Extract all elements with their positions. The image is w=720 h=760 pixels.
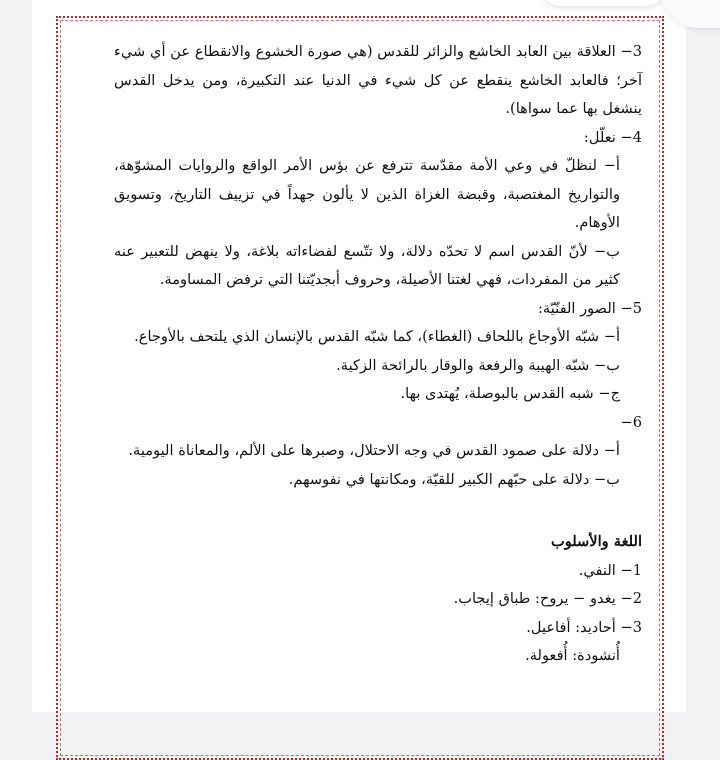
answer-5-c: ج− شبه القدس بالبوصلة، يُهتدى بها. [400,385,620,402]
answer-sheet-content [114,38,642,671]
answer-5-b: ب− شبّه الهيبة والرفعة والوقار بالرائحة الزكية. [336,356,620,374]
answer-4-title: 4− نعلّل: [583,128,642,146]
language-2: 2− يغدو − يروح: طباق إيجاب. [453,590,642,607]
language-3-b: أُنشودة: أُفعولة. [525,647,620,664]
answer-6-a: أ− دلالة على صمود القدس في وجه الاحتلال، وصبرها على الألم، والمعاناة اليومية. [128,442,620,459]
answer-4-b: ب− لأنّ القدس اسم لا تحدّه دلالة، ولا تتّسع لفضاءاته بلاغة، ولا ينهض للتعبير عنه كثير من المفردات، فهي لغتنا الأصيلة، وحروف أبجديّتنا التي ترفض المساومة. [114,242,620,288]
top-overlay-tab [542,0,664,6]
document-page [32,0,686,712]
answer-6-title: 6− [620,413,642,431]
section-title-language-style: اللغة والأسلوب [550,533,642,550]
answer-5-a: أ− شبّه الأوجاع باللحاف (الغطاء)، كما شبّه القدس بالإنسان الذي يلتحف بالأوجاع. [134,328,620,345]
answer-4-a: أ− لنظلّ في وعي الأمة مقدّسة تترفع عن بؤس الأمر الواقع والروايات المشوّهة، والتواريخ المغتصبة، وقبضة الغزاة الذين لا يألون جهداً في تزييف التاريخ، وتسويق الأوهام. [114,157,620,231]
language-3: 3− أحاديد: أفاعيل. [526,618,642,636]
section-spacer [114,494,642,528]
answer-6-b: ب− دلالة على حبّهم الكبير للقبّة، ومكانتها في نفوسهم. [288,470,620,488]
answer-5-title: 5− الصور الفنّيّة: [538,299,642,317]
answer-3: 3− العلاقة بين العابد الخاشع والزائر للقدس (هي صورة الخشوع والانقطاع عن أي شيء آخر؛ فالعابد الخاشع ينقطع عن كل شيء في الدنيا عند التكبيرة، ومن يدخل القدس ينشغل بها عما سواها). [114,43,642,117]
language-1: 1− النفي. [578,561,642,579]
